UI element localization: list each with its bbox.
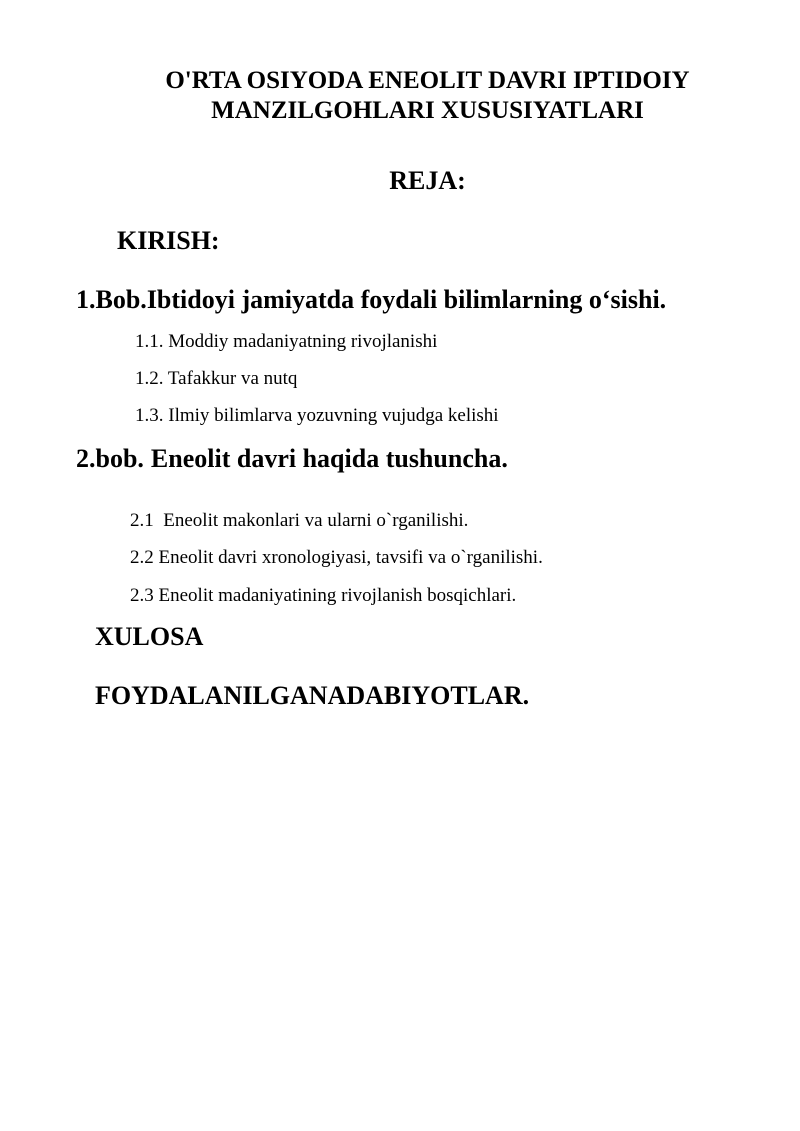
chapter-1-title: Ibtidoyi jamiyatda foydali bilimlarning o‘sishi. (146, 285, 667, 314)
chapter-2-number: 2.bob. (76, 444, 144, 473)
title-line-2: MANZILGOHLARI XUSUSIYATLARI (211, 97, 644, 124)
chapter-2-title: Eneolit davri haqida tushuncha. (150, 444, 508, 473)
section-2-3: 2.3 Eneolit madaniyatining rivojlanish bosqichlari. (130, 585, 517, 606)
section-1-2: 1.2. Tafakkur va nutq (135, 368, 298, 389)
chapter-2-heading (76, 444, 508, 474)
title-line-1: O'RTA OSIYODA ENEOLIT DAVRI IPTIDOIY (165, 67, 690, 94)
plan-heading: REJA: (389, 166, 466, 195)
chapter-1-number: 1.Bob. (76, 285, 147, 314)
section-1-1: 1.1. Moddiy madaniyatning rivojlanishi (135, 331, 438, 352)
section-2-2: 2.2 Eneolit davri xronologiyasi, tavsifi va o`rganilishi. (130, 547, 543, 568)
intro-heading: KIRISH: (117, 226, 220, 255)
references-heading: FOYDALANILGANADABIYOTLAR. (95, 681, 530, 710)
section-2-1: 2.1 Eneolit makonlari va ularni o`rganilishi. (130, 510, 469, 531)
chapter-1-heading (76, 285, 666, 315)
section-1-3: 1.3. Ilmiy bilimlarva yozuvning vujudga kelishi (135, 405, 499, 426)
document-title (100, 66, 755, 126)
conclusion-heading: XULOSA (95, 622, 204, 651)
